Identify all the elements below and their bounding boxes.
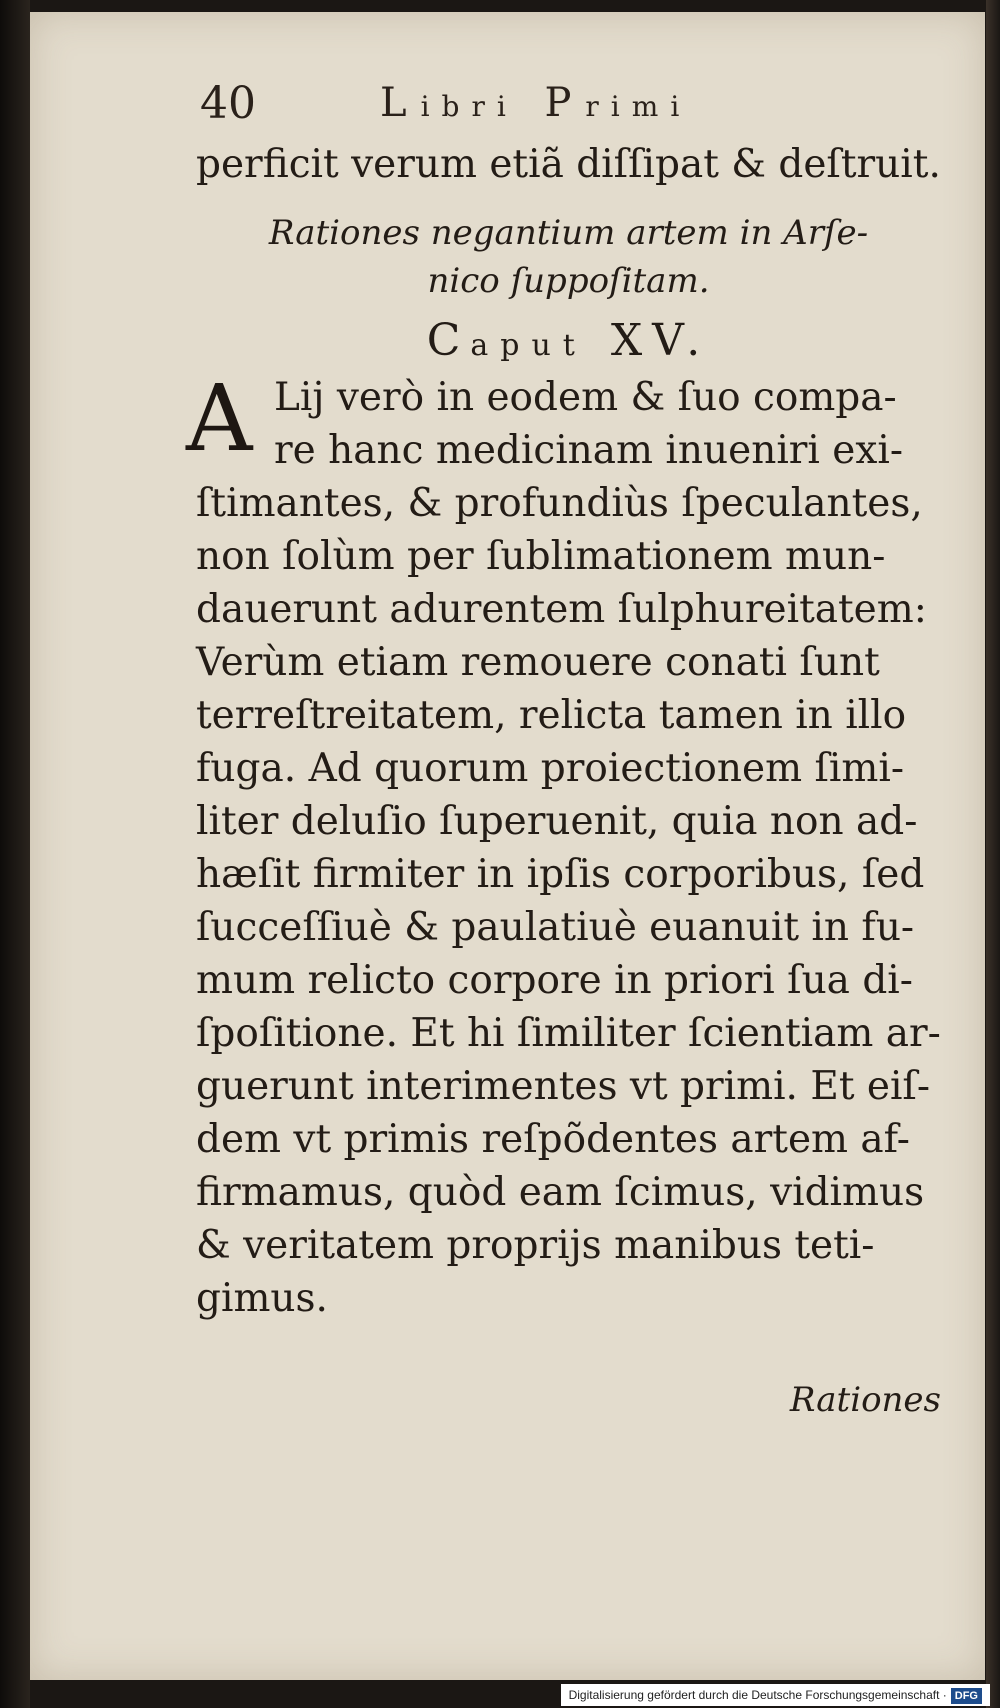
page-number: 40 (200, 78, 256, 129)
text-line: mum relicto corpore in priori ſua di- (196, 958, 913, 1003)
credit-text: Digitalisierung gefördert durch die Deutsche Forschungsgemeinschaft · (568, 1688, 947, 1702)
drop-cap: A (186, 365, 253, 472)
text-line: & veritatem proprijs manibus teti- (196, 1223, 875, 1268)
text-line: terreſtreitatem, relicta tamen in illo (196, 693, 907, 738)
chapter-heading-line-2: nico ſuppoſitam. (427, 261, 710, 301)
chapter-number: XV. (610, 315, 711, 366)
text-line: guerunt interimentes vt primi. Et eiſ- (196, 1064, 931, 1109)
text-line: re hanc medicinam inueniri exi- (274, 428, 904, 473)
text-line: ſucceſſiuè & paulatiuè euanuit in fu- (196, 905, 915, 950)
running-head-rest-2: rimi (585, 90, 692, 123)
chapter-word: aput (470, 328, 587, 363)
text-line: gimus. (196, 1276, 328, 1321)
book-edge (986, 0, 1000, 1708)
digitization-credit (561, 1684, 990, 1706)
chapter-heading-line-1: Rationes negantium artem in Arſe- (268, 213, 869, 253)
text-line: firmamus, quòd eam ſcimus, vidimus (196, 1170, 925, 1215)
running-head-rest-1: ibri (420, 90, 518, 123)
text-line: fuga. Ad quorum proiectionem ſimi- (196, 746, 905, 791)
book-gutter (0, 0, 30, 1708)
text-block (186, 138, 941, 1325)
text-line: non ſolùm per ſublimationem mun- (196, 534, 886, 579)
paragraph (186, 365, 941, 1325)
text-line: Lij verò in eodem & ſuo compa- (274, 375, 897, 420)
running-head-initial-2: P (544, 80, 586, 126)
text-line: ſpoſitione. Et hi ſimiliter ſcientiam ar- (196, 1011, 941, 1056)
running-head-initial-1: L (380, 80, 421, 126)
chapter-initial: C (426, 315, 471, 366)
page-header (180, 78, 940, 138)
text-line: hæſit firmiter in ipſis corporibus, ſed (196, 852, 925, 897)
running-head (380, 80, 691, 126)
text-line: dem vt primis reſpõdentes artem af- (196, 1117, 910, 1162)
text-line: liter deluſio ſuperuenit, quia non ad- (196, 799, 918, 844)
text-line: ſtimantes, & profundiùs ſpeculantes, (196, 481, 923, 526)
continuation-line: perficit verum etiã diſſipat & deſtruit. (196, 142, 941, 187)
text-line: dauerunt adurentem ſulphureitatem: (196, 587, 927, 632)
text-line: Verùm etiam remouere conati ſunt (196, 640, 880, 685)
chapter-title (196, 313, 941, 369)
catchword: Rationes (789, 1380, 941, 1420)
dfg-logo: DFG (951, 1688, 982, 1704)
